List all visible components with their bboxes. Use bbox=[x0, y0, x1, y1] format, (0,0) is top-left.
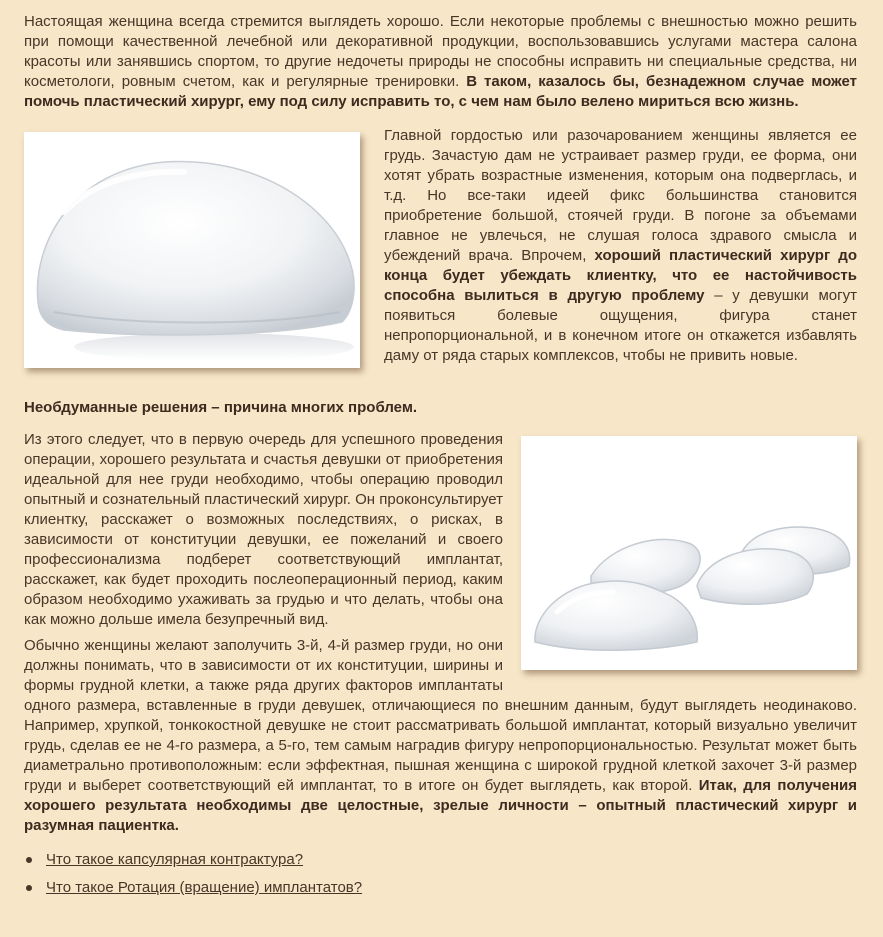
single-implant-image bbox=[24, 132, 360, 368]
surgeon-choice-paragraph: Из этого следует, что в первую очередь для успешного проведения операции, хорошего результата и счастья девушки от приобретения идеальной для нее груди необходимо, чтобы операцию проводил опытный и сознательный пластический хирург. Он проконсультирует клиентку, расскажет о возможных последствиях, о рисках, в зависимости от конституции девушки, ее пожеланий и своего профессионализма подберет соответствующий имплантат, расскажет, как будет проходить послеоперационный период, каким образом необходимо ухаживать за грудью и что делать, чтобы она как можно дольше имела безупречный вид. bbox=[24, 431, 503, 628]
section1-bold-text: хороший пластический хирург до конца будет убеждать клиентку, что ее настойчивость способна вылиться в другую проблему bbox=[384, 247, 857, 304]
section1-text: Главной гордостью или разочарованием женщины является ее грудь. Зачастую дам не устраивает размер груди, ее форма, они хотят убрать возрастные изменения, которым она подверглась, и т.д. Но все-таки идеей фикс большинства становится приобретение большой, стоячей груди. В погоне за объемами главное не увлечься, не слушая голоса здравого смысла и убеждений врача. Впрочем, bbox=[384, 127, 857, 264]
capsular-contracture-link[interactable]: Что такое капсулярная контрактура? bbox=[46, 851, 304, 868]
implant-rotation-link[interactable]: Что такое Ротация (вращение) имплантатов? bbox=[46, 879, 363, 896]
para3-bold-text: Итак, для получения хорошего результата необходимы две целостные, зрелые личности – опытный пластический хирург и разумная пациентка. bbox=[24, 777, 857, 834]
section1-tail-text: – у девушки могут появиться болевые ощущения, фигура станет непропорциональной, и в конечном итоге он откажется избавлять даму от ряда старых комплексов, чтобы не привить новые. bbox=[384, 287, 857, 364]
section-breast-pride bbox=[24, 126, 857, 366]
intro-paragraph bbox=[24, 12, 857, 112]
para3-text: Обычно женщины желают заполучить 3-й, 4-й размер груди, но они должны понимать, что в зависимости от их конституции, ширины и формы грудной клетки, а также ряда других факторов имплантаты одного размера, вставленные в груди девушек, отличающиеся по внешним данным, будут выглядеть неодинаково. Например, хрупкой, тонкокостной девушке не стоит рассматривать большой имплантат, который визуально увеличит грудь, сделав ее не 4-го размера, а 5-го, тем самым наградив фигуру непропорциональностью. Результат может быть диаметрально противоположным: если эффектная, пышная женщина с широкой грудной клеткой захочет 3-й размер груди и выберет соответствующий ей имплантат, то в итоге он будет выглядеть, как второй. bbox=[24, 637, 857, 794]
implants-group-illustration bbox=[521, 436, 857, 670]
implants-group-image bbox=[521, 436, 857, 670]
related-link-item bbox=[24, 850, 857, 870]
related-links-list bbox=[24, 850, 857, 898]
section-subheading: Необдуманные решения – причина многих проблем. bbox=[24, 399, 418, 416]
related-link-item bbox=[24, 878, 857, 898]
intro-text: Настоящая женщина всегда стремится выглядеть хорошо. Если некоторые проблемы с внешностью можно решить при помощи качественной лечебной или декоративной продукции, воспользовавшись услугами мастера салона красоты или занявшись спортом, то другие недочеты природы не способны исправить ни специальные средства, ни косметологи, ровным счетом, как и регулярные тренировки. bbox=[24, 13, 857, 90]
breast-implant-illustration bbox=[24, 132, 360, 368]
intro-bold-text: В таком, казалось бы, безнадежном случае может помочь пластический хирург, ему под силу исправить то, с чем нам было велено мириться всю жизнь. bbox=[24, 73, 857, 110]
